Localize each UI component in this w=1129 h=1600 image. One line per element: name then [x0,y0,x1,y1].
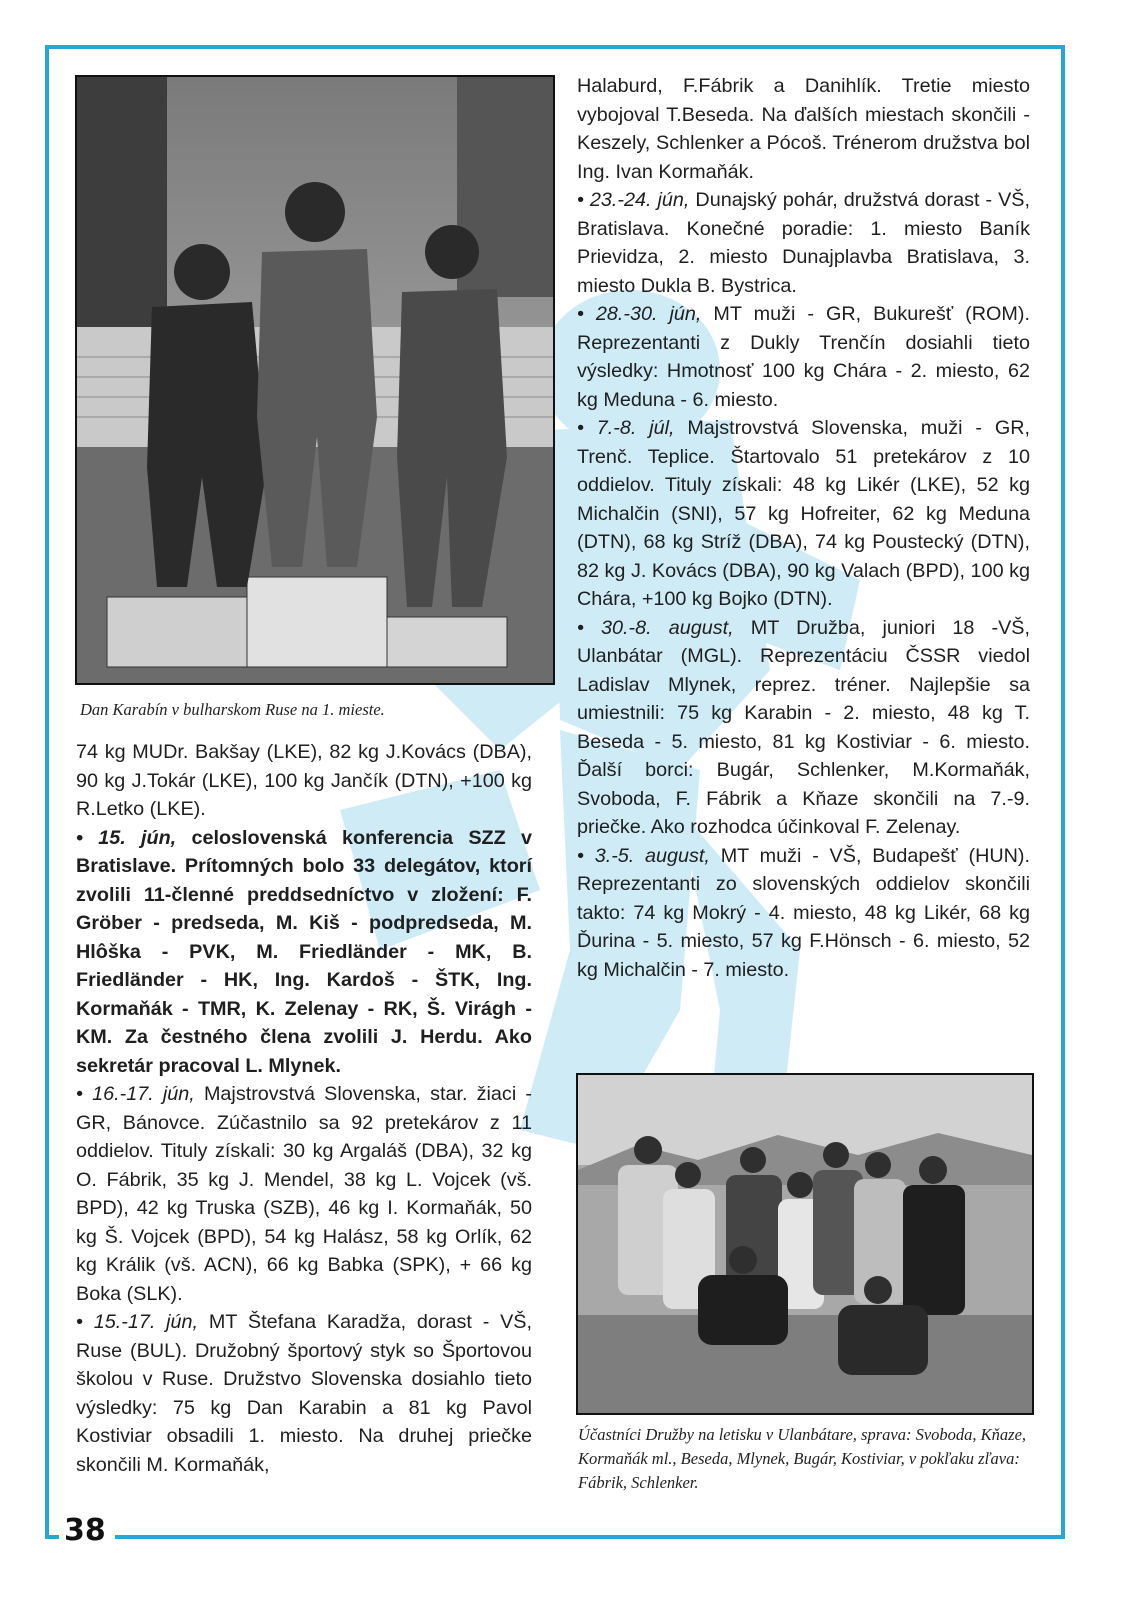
frame-bottom-segment [115,1535,1065,1539]
paragraph: 74 kg MUDr. Bakšay (LKE), 82 kg J.Kovács (DBA), 90 kg J.Tokár (LKE), 100 kg Jančík (DTN), +100 kg R.Letko (LKE). [76,741,532,820]
paragraph: • 15.-17. jún, MT Štefana Karadža, dorast - VŠ, Ruse (BUL). Družobný športový styk so Športovou školou v Ruse. Družstvo Slovenska dosiahlo tieto výsledky: 75 kg Dan Karabin a 81 kg Pavol Kostiviar obsadili 1. miesto. Na druhej priečke skončili M. Kormaňák, [76,1311,532,1476]
entry-date: • 7.-8. júl, [577,417,675,439]
team-photo-caption: Účastníci Družby na letisku v Ulanbátare, sprava: Svoboda, Kňaze, Kormaňák ml., Beseda, Mlynek, Bugár, Kostiviar, v pokľaku zľava: Fábrik, Schlenker. [578,1425,1027,1492]
paragraph: • 30.-8. august, MT Družba, juniori 18 -VŠ, Ulanbátar (MGL). Reprezentáciu ČSSR viedol Ladislav Mlynek, reprez. tréner. Najlepšie sa umiestnili: 75 kg Karabin - 2. miesto, 48 kg T. Beseda - 5. miesto, 81 kg Kostiviar - 6. miesto. Ďalší borci: Bugár, Schlenker, M.Kormaňák, Svoboda, F. Fábrik a Kňaze skončili na 7.-9. priečke. Ako rozhodca účinkoval F. Zelenay. [577,616,1030,838]
entry-date: • 15.-17. jún, [76,1311,199,1333]
photo-podium-wrestlers-icon [77,77,553,683]
paragraph: • 3.-5. august, MT muži - VŠ, Budapešť (HUN). Reprezentanti zo slovenských oddielov skončili takto: 74 kg Mokrý - 4. miesto, 48 kg Likér, 68 kg Ďurina - 5. miesto, 57 kg F.Hönsch - 6. miesto, 52 kg Michalčin - 7. miesto. [577,844,1031,981]
page-number: 38 [64,1513,106,1548]
entry-date: • 30.-8. august, [577,616,734,639]
paragraph-conference: • 15. jún, celoslovenská konferencia SZZ v Bratislave. Prítomných bolo 33 delegátov, ktorí zvolili 11-členné preddsedníctvo v zložení: F. Gröber - predseda, M. Kiš - podpredseda, M. Hlôška - PVK, M. Friedländer - MK, B. Friedländer - HK, Ing. Kardoš - ŠTK, Ing. Kormaňák - TMR, K. Zelenay - RK, Š. Virágh - KM. Za čestného člena zvolili J. Herdu. Ako sekretár pracoval L. Mlynek. [76,826,532,1077]
podium-photo-caption: Dan Karabín v bulharskom Ruse na 1. mieste. [80,700,385,719]
photo-team-airport-icon [578,1075,1032,1413]
paragraph: Halaburd, F.Fábrik a Danihlík. Tretie miesto vybojoval T.Beseda. Na ďalších miestach skončili - Keszely, Schlenker a Pócoš. Trénerom družstva bol Ing. Ivan Kormaňák. [577,75,1030,183]
paragraph: • 16.-17. jún, Majstrovstvá Slovenska, star. žiaci - GR, Bánovce. Zúčastnilo sa 92 pretekárov z 11 oddielov. Tituly získali: 30 kg Argaláš (DBA), 32 kg O. Fábrik, 35 kg J. Mendel, 38 kg L. Vojcek (vš. BPD), 42 kg Truska (SZB), 46 kg I. Kormaňák, 50 kg Š. Vojcek (BPD), 54 kg Halász, 58 kg Orlík, 62 kg Králik (vš. ACN), 66 kg Babka (SPK), + 66 kg Boka (SLK). [76,1083,532,1305]
entry-date: • 3.-5. august, [577,844,710,867]
entry-date: • 15. jún, [76,826,177,849]
paragraph: • 28.-30. jún, MT muži - GR, Bukurešť (ROM). Reprezentanti z Dukly Trenčín dosiahli tieto výsledky: Hmotnosť 100 kg Chára - 2. miesto, 62 kg Meduna - 6. miesto. [577,303,1030,411]
team-photo [576,1073,1034,1415]
right-text-column [577,72,1030,984]
frame-bottom-left-segment [45,1535,59,1539]
paragraph: • 23.-24. jún, Dunajský pohár, družstvá dorast - VŠ, Bratislava. Konečné poradie: 1. miesto Baník Prievidza, 2. miesto Dunajplavba Bratislava, 3. miesto Dukla B. Bystrica. [577,189,1030,297]
podium-photo [75,75,555,685]
entry-date: • 28.-30. jún, [577,303,702,325]
left-text-column [76,738,532,1479]
paragraph: • 7.-8. júl, Majstrovstvá Slovenska, muži - GR, Trenč. Teplice. Štartovalo 51 pretekárov z 10 oddielov. Tituly získali: 48 kg Likér (LKE), 52 kg Michalčin (SNI), 57 kg Hofreiter, 62 kg Meduna (DTN), 68 kg Stríž (DBA), 74 kg Poustecký (DTN), 82 kg J. Kovács (DBA), 90 kg Valach (BPD), 100 kg Chára, +100 kg Bojko (DTN). [577,417,1030,610]
entry-date: • 16.-17. jún, [76,1083,195,1105]
entry-date: • 23.-24. jún, [577,189,690,211]
